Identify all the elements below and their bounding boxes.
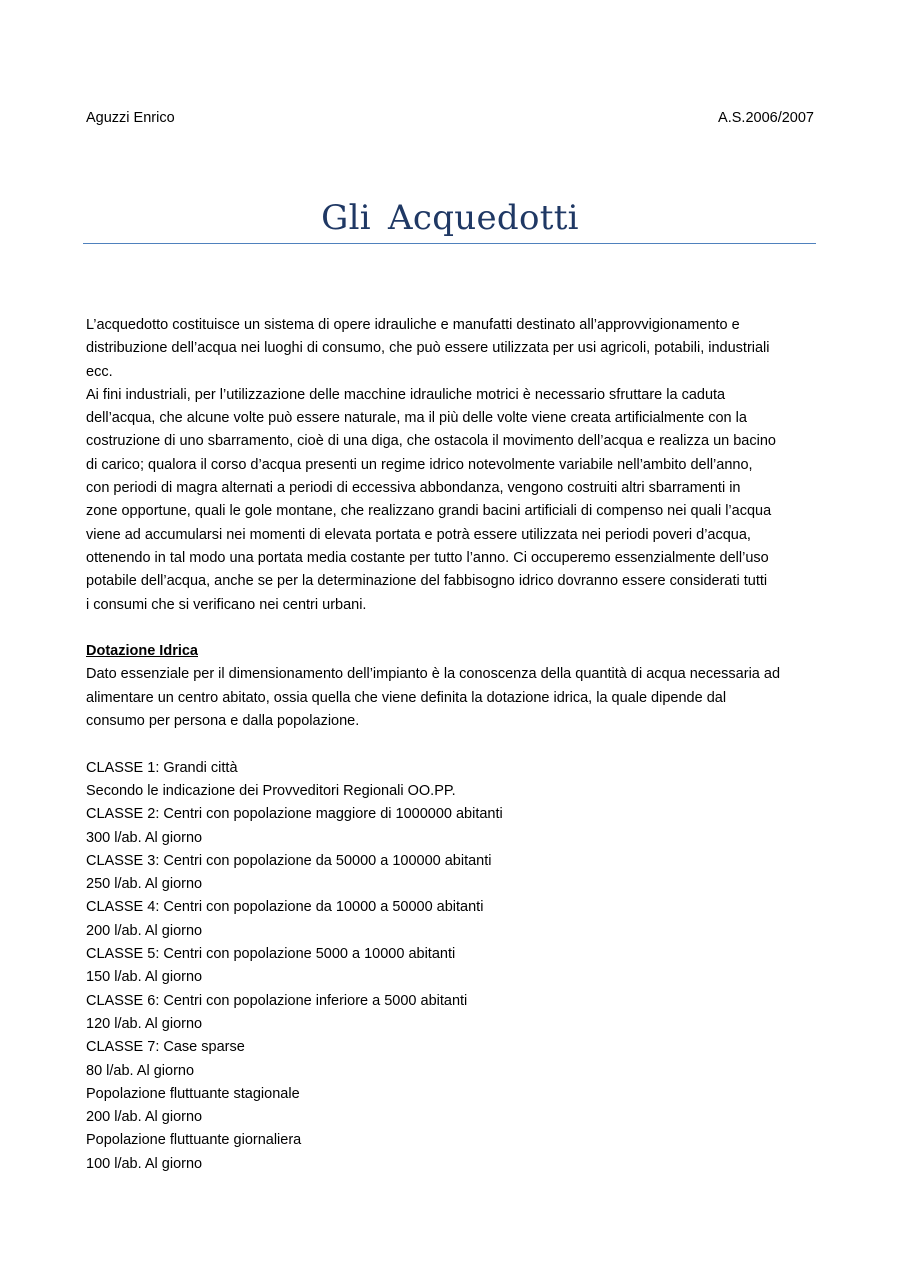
school-year: A.S.2006/2007 — [718, 110, 814, 126]
intro-line: viene ad accumularsi nei momenti di elevata portata e potrà essere utilizzata nei periodi poveri d’acqua, — [86, 526, 751, 543]
class-line: 100 l/ab. Al giorno — [86, 1155, 203, 1172]
class-line: Popolazione fluttuante stagionale — [86, 1085, 300, 1102]
section-line: Dato essenziale per il dimensionamento dell’impianto è la conoscenza della quantità di acqua necessaria ad — [86, 666, 781, 683]
class-line: CLASSE 4: Centri con popolazione da 10000 a 50000 abitanti — [86, 899, 484, 916]
class-line: CLASSE 1: Grandi città — [86, 759, 238, 776]
intro-line: potabile dell’acqua, anche se per la determinazione del fabbisogno idrico dovranno essere considerati tutti — [86, 573, 768, 590]
class-line: 120 l/ab. Al giorno — [86, 1015, 203, 1032]
class-line: Secondo le indicazione dei Provveditori Regionali OO.PP. — [86, 782, 456, 799]
class-line: 200 l/ab. Al giorno — [86, 922, 203, 939]
class-line: 250 l/ab. Al giorno — [86, 876, 203, 893]
intro-line: distribuzione dell’acqua nei luoghi di consumo, che può essere utilizzata per usi agricoli, potabili, industriali — [86, 340, 770, 357]
section-line: alimentare un centro abitato, ossia quella che viene definita la dotazione idrica, la quale dipende dal — [86, 689, 727, 706]
class-line: Popolazione fluttuante giornaliera — [86, 1132, 302, 1149]
class-line: 300 l/ab. Al giorno — [86, 829, 203, 846]
document-title: Gli Acquedotti — [321, 198, 579, 238]
intro-line: di carico; qualora il corso d’acqua presenti un regime idrico notevolmente variabile nell’ambito dell’anno, — [86, 456, 753, 473]
class-line: 150 l/ab. Al giorno — [86, 969, 203, 986]
intro-line: ecc. — [86, 363, 113, 380]
intro-line: L’acquedotto costituisce un sistema di opere idrauliche e manufatti destinato all’approvvigionamento e — [86, 317, 740, 333]
section-heading: Dotazione Idrica — [86, 643, 198, 660]
class-line: 80 l/ab. Al giorno — [86, 1062, 195, 1079]
intro-line: con periodi di magra alternati a periodi di eccessiva abbondanza, vengono costruiti altri sbarramenti in — [86, 480, 741, 497]
section-line: consumo per persona e dalla popolazione. — [86, 713, 360, 730]
title-underline — [83, 243, 816, 244]
dotazione-section — [86, 640, 818, 733]
classes-list — [86, 757, 818, 1176]
intro-line: zone opportune, quali le gole montane, che realizzano grandi bacini artificiali di compenso nei quali l’acqua — [86, 503, 772, 520]
spacer — [86, 617, 818, 640]
class-line: CLASSE 5: Centri con popolazione 5000 a 10000 abitanti — [86, 946, 456, 963]
document-body — [86, 314, 818, 1176]
spacer — [86, 733, 818, 756]
intro-line: Ai fini industriali, per l’utilizzazione delle macchine idrauliche motrici è necessario sfruttare la caduta — [86, 386, 726, 403]
intro-line: dell’acqua, che alcune volte può essere naturale, ma il più delle volte viene creata artificialmente con la — [86, 410, 747, 427]
intro-line: ottenendo in tal modo una portata media costante per tutto l’anno. Ci occuperemo essenzialmente dell’uso — [86, 549, 769, 566]
class-line: CLASSE 2: Centri con popolazione maggiore di 1000000 abitanti — [86, 806, 503, 823]
class-line: CLASSE 6: Centri con popolazione inferiore a 5000 abitanti — [86, 992, 468, 1009]
class-line: CLASSE 3: Centri con popolazione da 50000 a 100000 abitanti — [86, 852, 492, 869]
class-line: 200 l/ab. Al giorno — [86, 1109, 203, 1126]
intro-paragraph — [86, 314, 818, 617]
intro-line: costruzione di uno sbarramento, cioè di una diga, che ostacola il movimento dell’acqua e realizza un bacino — [86, 433, 776, 450]
intro-line: i consumi che si verificano nei centri urbani. — [86, 596, 367, 613]
class-line: CLASSE 7: Case sparse — [86, 1039, 245, 1056]
author-name: Aguzzi Enrico — [86, 110, 175, 126]
